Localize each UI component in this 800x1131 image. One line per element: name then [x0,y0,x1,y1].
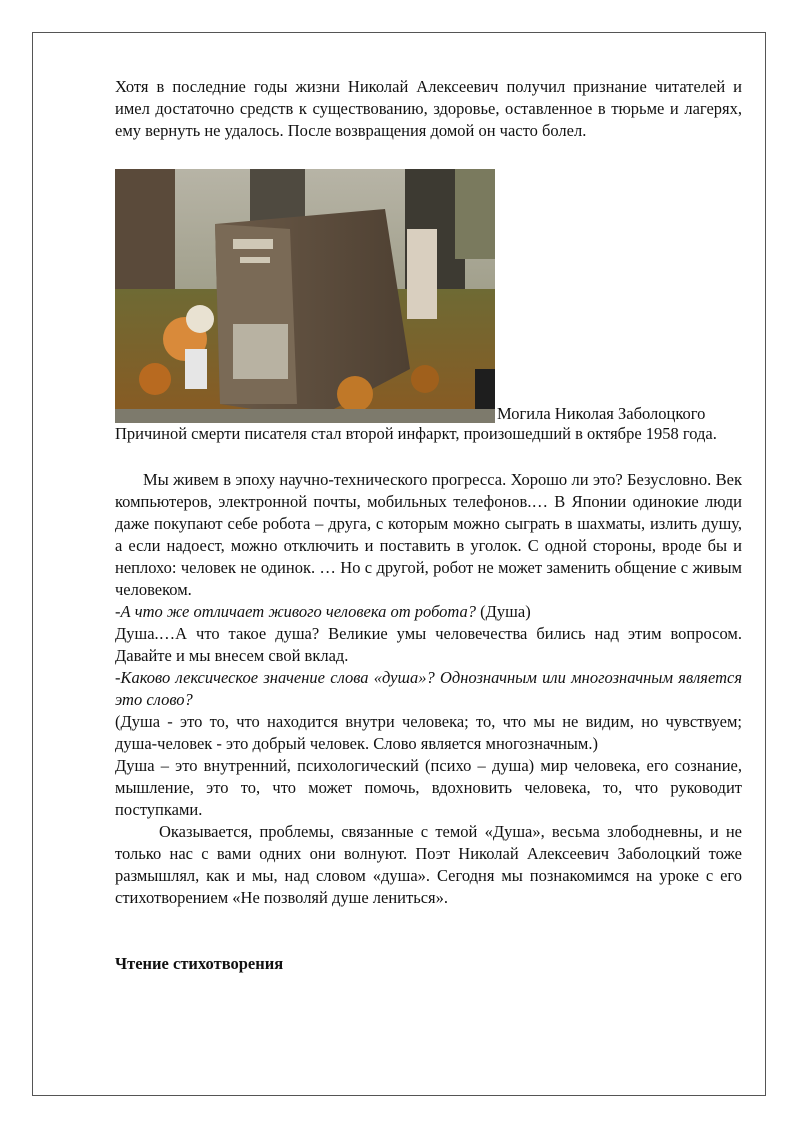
section-heading: Чтение стихотворения [115,954,284,973]
question-2: -Каково лексическое значение слова «душа»? Однозначным или многозначным является это слово? [115,668,742,709]
figure-caption: Могила Николая Заболоцкого [497,404,706,423]
figure [115,169,742,423]
question-1-text: -А что же отличает живого человека от робота? [115,602,477,621]
death-paragraph: Причиной смерти писателя стал второй инфаркт, произошедший в октябре 1958 года. [115,424,717,443]
answer-1-text: (Душа) [476,602,531,621]
question-1 [115,601,742,623]
document-body [115,76,742,975]
grave-photo-icon [115,169,495,423]
body-paragraph-5: Оказывается, проблемы, связанные с темой «Душа», весьма злободневны, и не только нас с вами одних они волнуют. Поэт Николай Алексеевич Заболоцкий тоже размышлял, как и мы, над словом «душа». Сегодня мы познакомимся на уроке с его стихотворением «Не позволяй душе лениться». [115,822,742,907]
body-paragraph-2: Душа.…А что такое душа? Великие умы человечества бились над этим вопросом. Давайте и мы внесем свой вклад. [115,624,742,665]
body-paragraph-3: (Душа - это то, что находится внутри человека; то, что мы не видим, но чувствуем; душа-человек - это добрый человек. Слово является многозначным.) [115,712,742,753]
body-paragraph-4: Душа – это внутренний, психологический (психо – душа) мир человека, его сознание, мышление, это то, что может помочь, вдохновить человека, то, что руководит поступками. [115,756,742,819]
body-paragraph-1: Мы живем в эпоху научно-технического прогресса. Хорошо ли это? Безусловно. Век компьютеров, электронной почты, мобильных телефонов.… В Японии одинокие люди даже покупают себе робота – друга, с которым можно сыграть в шахматы, излить душу, а если надоест, можно отключить и поставить в уголок. С одной стороны, вроде бы и неплохо: человек не одинок. … Но с другой, робот не может заменить общение с живым человеком. [115,470,742,599]
intro-paragraph: Хотя в последние годы жизни Николай Алексеевич получил признание читателей и имел достаточно средств к существованию, здоровье, оставленное в тюрьме и лагерях, ему вернуть не удалось. После возвращения домой он часто болел. [115,77,742,140]
